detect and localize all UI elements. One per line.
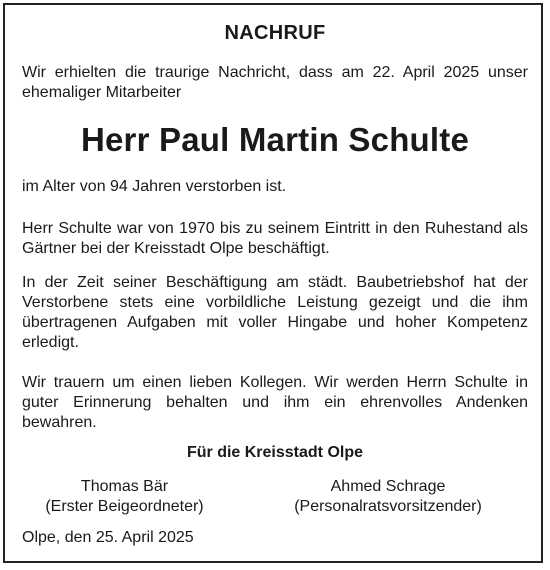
intro-paragraph: Wir erhielten die traurige Nachricht, dass am 22. April 2025 unser ehemaliger Mitarbeiter xyxy=(22,64,528,101)
signatory-role: (Personalratsvorsitzender) xyxy=(294,498,482,515)
signatory-role: (Erster Beigeordneter) xyxy=(45,498,204,515)
organization-line: Für die Kreisstadt Olpe xyxy=(186,444,364,461)
signatory-right xyxy=(283,477,493,517)
signatory-name: Ahmed Schrage xyxy=(330,478,446,495)
service-paragraph: In der Zeit seiner Beschäftigung am städt. Baubetriebshof hat der Verstorbene stets eine vorbildliche Leistung gezeigt und die ihm übertragenen Aufgaben mit voller Hingabe und hoher Kompetenz erledigt. xyxy=(22,274,528,351)
signatory-name: Thomas Bär xyxy=(80,478,169,495)
signatory-left xyxy=(22,477,227,517)
place-date: Olpe, den 25. April 2025 xyxy=(22,529,194,546)
obituary-heading: NACHRUF xyxy=(224,22,326,44)
mourning-paragraph: Wir trauern um einen lieben Kollegen. Wir werden Herrn Schulte in guter Erinnerung behalten und ihm ein ehrenvolles Andenken bewahren. xyxy=(22,374,528,431)
deceased-name: Herr Paul Martin Schulte xyxy=(80,121,470,158)
age-line: im Alter von 94 Jahren verstorben ist. xyxy=(22,178,287,195)
career-paragraph: Herr Schulte war von 1970 bis zu seinem Eintritt in den Ruhestand als Gärtner bei der Kreisstadt Olpe beschäftigt. xyxy=(22,220,528,257)
